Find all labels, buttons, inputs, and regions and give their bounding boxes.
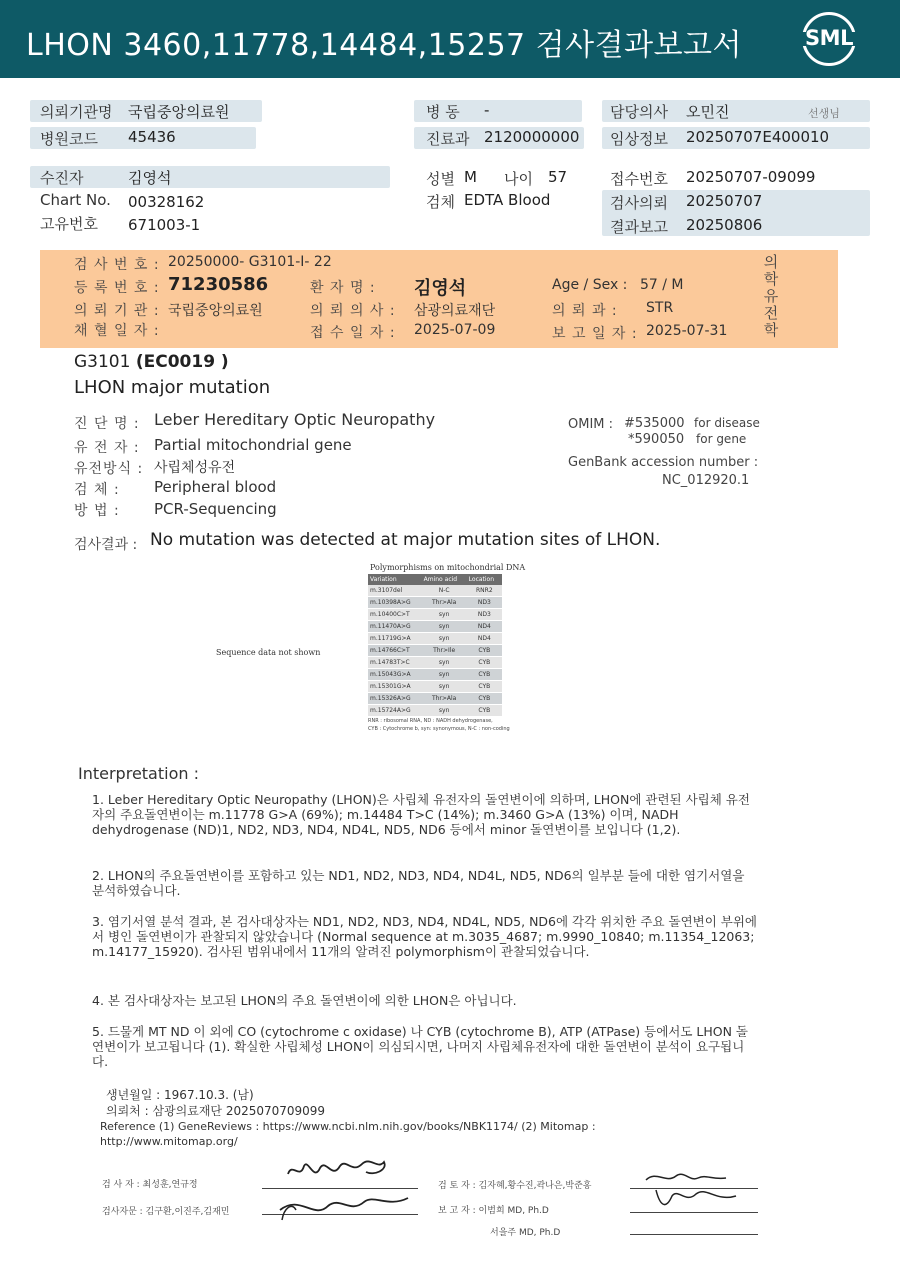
- poly-cell-location: CYB: [467, 645, 502, 657]
- receipt-label: 접수번호: [610, 170, 668, 188]
- sequence-note: Sequence data not shown: [216, 648, 321, 657]
- receipt-value: 20250707-09099: [686, 168, 816, 186]
- age-label: 나이: [504, 170, 533, 188]
- rh-doctor-value: 삼광의료재단: [414, 303, 496, 319]
- reviewer-names: 검 토 자 : 김자혜,황수진,곽나은,박준홍: [438, 1181, 592, 1191]
- rh-report-date-label: 보 고 일 자 :: [552, 326, 638, 342]
- poly-cell-amino-acid: syn: [422, 669, 467, 681]
- specimen-value-2: Peripheral blood: [154, 478, 277, 496]
- poly-cell-location: CYB: [467, 693, 502, 705]
- patient-value: 김영석: [128, 169, 172, 187]
- poly-cell-location: CYB: [467, 657, 502, 669]
- method-label: 방 법 :: [74, 503, 120, 519]
- omim-gene-note: for gene: [696, 432, 747, 446]
- poly-row: [368, 681, 502, 693]
- unique-id-label: 고유번호: [40, 215, 98, 233]
- poly-cell-location: ND3: [467, 597, 502, 609]
- ward-label: 병 동: [426, 103, 460, 121]
- poly-cell-amino-acid: Thr>Ala: [422, 597, 467, 609]
- poly-cell-amino-acid: syn: [422, 609, 467, 621]
- patient-label: 수진자: [40, 169, 84, 187]
- reference-line-2: http://www.mitomap.org/: [100, 1135, 238, 1148]
- test-no-label: 검 사 번 호 :: [74, 257, 160, 273]
- dept-label: 진료과: [426, 130, 470, 148]
- poly-row: [368, 645, 502, 657]
- poly-row: [368, 633, 502, 645]
- diagnosis-label: 진 단 명 :: [74, 416, 140, 432]
- sex-label: 성별: [426, 170, 455, 188]
- omim-disease-note: for disease: [694, 416, 760, 430]
- polymorphism-table: [368, 574, 502, 717]
- poly-cell-amino-acid: syn: [422, 681, 467, 693]
- specimen-label: 검체: [426, 193, 455, 211]
- poly-cell-location: ND4: [467, 621, 502, 633]
- poly-cell-variation: m.3107del: [368, 585, 422, 597]
- institution-value: 국립중앙의료원: [128, 103, 230, 121]
- gene-value: Partial mitochondrial gene: [154, 436, 352, 454]
- poly-cell-variation: m.11470A>G: [368, 621, 422, 633]
- chart-no-label: Chart No.: [40, 191, 111, 209]
- poly-cell-amino-acid: Thr>Ala: [422, 693, 467, 705]
- omim-gene-id: *590050: [628, 432, 685, 447]
- age-value: 57: [548, 168, 568, 186]
- receive-date-label: 접 수 일 자 :: [310, 325, 396, 341]
- polymorphism-footnote-2: CYB : Cytochrome b, syn: synonymous, N-C : non-coding: [368, 726, 510, 732]
- specimen-label-2: 검 체 :: [74, 482, 120, 498]
- signature-strokes-right: [636, 1160, 756, 1220]
- sml-logo: [802, 12, 856, 66]
- request-date-value: 20250707: [686, 192, 763, 210]
- poly-header-location: Location: [467, 574, 502, 585]
- reg-no-value: 71230586: [168, 274, 269, 295]
- poly-cell-variation: m.14783T>C: [368, 657, 422, 669]
- poly-header-amino-acid: Amino acid: [422, 574, 467, 585]
- poly-cell-location: CYB: [467, 669, 502, 681]
- doctor-label: 담당의사: [610, 103, 668, 121]
- inheritance-label: 유전방식 :: [74, 461, 144, 477]
- reporter-name-2: 서을주 MD, Ph.D: [490, 1228, 561, 1238]
- rh-patient-label: 환 자 명 :: [310, 280, 376, 296]
- ward-value: -: [484, 101, 490, 119]
- poly-cell-variation: m.15326A>G: [368, 693, 422, 705]
- advisor-names: 검사자문 : 김구환,이진주,김재민: [102, 1207, 230, 1217]
- omim-label: OMIM :: [568, 417, 614, 432]
- age-sex-label: Age / Sex :: [552, 277, 628, 293]
- poly-row: [368, 585, 502, 597]
- poly-row: [368, 669, 502, 681]
- test-code-paren: (EC0019 ): [135, 352, 229, 372]
- poly-cell-variation: m.15724A>G: [368, 705, 422, 717]
- rh-dept-value: STR: [646, 300, 674, 316]
- reporter-name: 보 고 자 : 이범희 MD, Ph.D: [438, 1206, 549, 1216]
- reg-no-label: 등 록 번 호 :: [74, 280, 160, 296]
- genbank-value: NC_012920.1: [662, 473, 750, 488]
- interpretation-paragraph-4: 4. 본 검사대상자는 보고된 LHON의 주요 돌연변이에 의한 LHON은 아닙니다.: [92, 993, 517, 1008]
- test-code: [74, 352, 229, 372]
- collect-date-label: 채 혈 일 자 :: [74, 323, 160, 339]
- hospital-code-label: 병원코드: [40, 130, 98, 148]
- interpretation-paragraph-5: 5. 드물게 MT ND 이 외에 CO (cytochrome c oxidase) 나 CYB (cytochrome B), ATP (ATPase) 등에서도 LHON 돌연변이가 보고됩니다 (1). 확실한 사립체성 LHON이 의심되시면, 나머지 사립체유전자에 대한 돌연변이 분석이 요구됩니다.: [92, 1024, 748, 1069]
- unique-id-value: 671003-1: [128, 216, 201, 234]
- request-date-label: 검사의뢰: [610, 194, 668, 212]
- poly-cell-amino-acid: syn: [422, 633, 467, 645]
- poly-cell-amino-acid: syn: [422, 621, 467, 633]
- omim-disease-id: #535000: [624, 416, 685, 431]
- dept-value: 2120000000: [484, 128, 580, 146]
- rh-institution-label: 의 뢰 기 관 :: [74, 303, 160, 319]
- doctor-value: 오민진: [686, 103, 730, 121]
- poly-cell-location: CYB: [467, 681, 502, 693]
- clinical-label: 임상정보: [610, 130, 668, 148]
- poly-cell-amino-acid: Thr>Ile: [422, 645, 467, 657]
- institution-label: 의뢰기관명: [40, 103, 113, 121]
- method-value: PCR-Sequencing: [154, 500, 277, 518]
- polymorphism-panel: [368, 563, 528, 733]
- clinical-value: 20250707E400010: [686, 128, 830, 146]
- sml-logo-text: SML: [805, 26, 853, 50]
- poly-row: [368, 597, 502, 609]
- inheritance-value: 사립체성유전: [154, 460, 236, 476]
- poly-cell-variation: m.10400C>T: [368, 609, 422, 621]
- poly-cell-location: CYB: [467, 705, 502, 717]
- diagnosis-value: Leber Hereditary Optic Neuropathy: [154, 410, 436, 429]
- interpretation-title: Interpretation :: [78, 764, 199, 783]
- specimen-value: EDTA Blood: [464, 191, 551, 209]
- result-text: No mutation was detected at major mutation sites of LHON.: [150, 530, 661, 550]
- poly-cell-variation: m.11719G>A: [368, 633, 422, 645]
- chart-no-value: 00328162: [128, 193, 205, 211]
- genbank-label: GenBank accession number :: [568, 455, 759, 470]
- poly-cell-variation: m.15043G>A: [368, 669, 422, 681]
- report-date-value: 20250806: [686, 216, 763, 234]
- interpretation-paragraph-1: 1. Leber Hereditary Optic Neuropathy (LHON)은 사립체 유전자의 돌연변이에 의하며, LHON에 관련된 사립체 유전자의 주요돌연변이는 m.11778 G>A (69%); m.14484 T>C (14%); m.3460 G>A (13%) 이며, NADH dehydrogenase (ND)1, ND2, ND3, ND4, ND4L, ND5, ND6 등에서 minor 돌연변이를 보입니다 (1,2).: [92, 792, 750, 837]
- poly-header-variation: Variation: [368, 574, 422, 585]
- report-header-bar: [0, 0, 900, 78]
- poly-row: [368, 609, 502, 621]
- reference-line-1: Reference (1) GeneReviews : https://www.ncbi.nlm.nih.gov/books/NBK1174/ (2) Mitomap :: [100, 1120, 596, 1133]
- poly-row: [368, 693, 502, 705]
- receive-date-value: 2025-07-09: [414, 322, 496, 338]
- poly-cell-variation: m.14766C>T: [368, 645, 422, 657]
- poly-cell-location: ND3: [467, 609, 502, 621]
- test-code-value: G3101: [74, 352, 131, 372]
- rh-doctor-label: 의 뢰 의 사 :: [310, 303, 396, 319]
- rh-report-date-value: 2025-07-31: [646, 323, 728, 339]
- rh-institution-value: 국립중앙의료원: [168, 303, 263, 319]
- interpretation-paragraph-3: 3. 염기서열 분석 결과, 본 검사대상자는 ND1, ND2, ND3, ND4, ND4L, ND5, ND6에 각각 위치한 주요 돌연변이 부위에서 병인 돌연변이가 관찰되지 않았습니다 (Normal sequence at m.3035_4687; m.9990_10840; m.11354_12063; m.14177_15920). 검사된 범위내에서 11개의 알려진 polymorphism이 관찰되었습니다.: [92, 914, 758, 959]
- birth-date: 생년월일 : 1967.10.3. (남): [106, 1088, 254, 1102]
- gene-label: 유 전 자 :: [74, 440, 140, 456]
- poly-cell-amino-acid: syn: [422, 705, 467, 717]
- polymorphism-footnote-1: RNR : ribosomal RNA, ND : NADH dehydrogenase,: [368, 718, 493, 724]
- hospital-code-value: 45436: [128, 128, 176, 146]
- poly-row: [368, 705, 502, 717]
- interpretation-paragraph-2: 2. LHON의 주요돌연변이를 포함하고 있는 ND1, ND2, ND3, ND4, ND4L, ND5, ND6의 일부분 들에 대한 염기서열을 분석하였습니다.: [92, 868, 745, 898]
- poly-cell-variation: m.15301G>A: [368, 681, 422, 693]
- rh-patient-value: 김영석: [414, 278, 467, 299]
- test-no-value: 20250000- G3101-I- 22: [168, 254, 332, 270]
- poly-row: [368, 621, 502, 633]
- result-label: 검사결과 :: [74, 537, 138, 553]
- polymorphism-title: Polymorphisms on mitochondrial DNA: [370, 563, 526, 572]
- report-date-label: 결과보고: [610, 218, 668, 236]
- report-title: LHON 3460,11778,14484,15257 검사결과보고서: [26, 28, 743, 63]
- signature-strokes-left: [270, 1150, 430, 1230]
- rh-dept-label: 의 뢰 과 :: [552, 303, 618, 319]
- poly-row: [368, 657, 502, 669]
- sex-value: M: [464, 168, 477, 186]
- age-sex-value: 57 / M: [640, 277, 684, 293]
- requester: 의뢰처 : 삼광의료재단 2025070709099: [106, 1104, 326, 1118]
- tester-names: 검 사 자 : 최성훈,연규정: [102, 1180, 198, 1190]
- poly-cell-variation: m.10398A>G: [368, 597, 422, 609]
- poly-cell-location: ND4: [467, 633, 502, 645]
- test-name: LHON major mutation: [74, 377, 271, 398]
- poly-cell-amino-acid: N-C: [422, 585, 467, 597]
- doctor-suffix: 선생님: [808, 107, 840, 120]
- poly-cell-location: RNR2: [467, 585, 502, 597]
- department-vertical-label: 의학유전학: [763, 253, 779, 339]
- poly-cell-amino-acid: syn: [422, 657, 467, 669]
